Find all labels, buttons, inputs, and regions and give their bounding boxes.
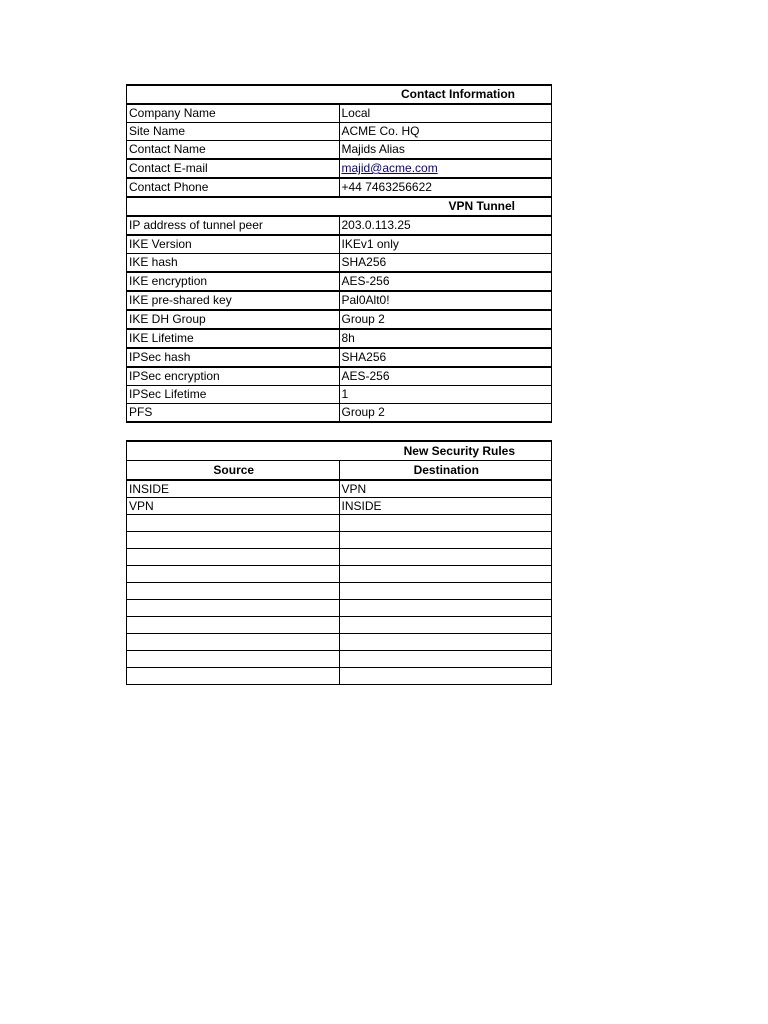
cell-value[interactable]: +44 7463256622 (339, 178, 552, 197)
cell-label[interactable]: IKE DH Group (127, 310, 340, 329)
table-row (127, 141, 552, 160)
spacer (126, 423, 552, 440)
rules-title: New Security Rules (127, 441, 552, 461)
table-row (127, 583, 552, 600)
source-cell[interactable] (127, 566, 340, 583)
cell-value[interactable]: SHA256 (339, 348, 552, 367)
table-row (127, 617, 552, 634)
contact-section-header (127, 85, 552, 104)
destination-cell[interactable] (339, 651, 552, 668)
source-cell[interactable] (127, 651, 340, 668)
table-row (127, 515, 552, 532)
destination-cell[interactable]: VPN (339, 480, 552, 498)
table-row (127, 329, 552, 348)
cell-label[interactable]: IKE pre-shared key (127, 291, 340, 310)
cell-label[interactable]: IPSec hash (127, 348, 340, 367)
rules-body (127, 480, 552, 685)
table-row (127, 216, 552, 235)
source-cell[interactable] (127, 600, 340, 617)
cell-label[interactable]: Contact Name (127, 141, 340, 160)
spreadsheet (126, 84, 552, 685)
table-row (127, 668, 552, 685)
cell-value[interactable]: Majids Alias (339, 141, 552, 160)
cell-label[interactable]: Site Name (127, 123, 340, 141)
source-cell[interactable]: VPN (127, 498, 340, 515)
table-row (127, 386, 552, 404)
cell-value[interactable]: SHA256 (339, 254, 552, 273)
cell-label[interactable]: IPSec encryption (127, 367, 340, 386)
destination-cell[interactable] (339, 634, 552, 651)
table-row (127, 348, 552, 367)
cell-label[interactable]: Company Name (127, 104, 340, 123)
source-cell[interactable] (127, 549, 340, 566)
destination-column-header[interactable]: Destination (339, 461, 552, 481)
table-row (127, 651, 552, 668)
source-cell[interactable] (127, 668, 340, 685)
destination-cell[interactable] (339, 549, 552, 566)
rules-section-header (127, 441, 552, 461)
cell-label[interactable]: IPSec Lifetime (127, 386, 340, 404)
contact-title: Contact Information (127, 85, 552, 104)
cell-label[interactable]: Contact Phone (127, 178, 340, 197)
vpn-title: VPN Tunnel (127, 197, 552, 216)
source-cell[interactable] (127, 532, 340, 549)
table-row (127, 104, 552, 123)
table-row (127, 480, 552, 498)
table-row (127, 532, 552, 549)
table-row (127, 498, 552, 515)
destination-cell[interactable] (339, 515, 552, 532)
cell-value[interactable] (339, 159, 552, 178)
destination-cell[interactable] (339, 600, 552, 617)
cell-value[interactable]: 203.0.113.25 (339, 216, 552, 235)
source-cell[interactable] (127, 515, 340, 532)
cell-label[interactable]: IKE Lifetime (127, 329, 340, 348)
table-row (127, 367, 552, 386)
table-row (127, 549, 552, 566)
cell-label[interactable]: IKE hash (127, 254, 340, 273)
cell-label[interactable]: IKE encryption (127, 272, 340, 291)
cell-label[interactable]: IP address of tunnel peer (127, 216, 340, 235)
cell-label[interactable]: Contact E-mail (127, 159, 340, 178)
destination-cell[interactable] (339, 668, 552, 685)
vpn-section-header (127, 197, 552, 216)
table-row (127, 235, 552, 254)
cell-value[interactable]: 1 (339, 386, 552, 404)
cell-value[interactable]: AES-256 (339, 367, 552, 386)
table-row (127, 404, 552, 423)
email-link[interactable]: majid@acme.com (341, 161, 438, 175)
table-row (127, 310, 552, 329)
source-cell[interactable] (127, 583, 340, 600)
rules-column-headers (127, 461, 552, 481)
cell-value[interactable]: IKEv1 only (339, 235, 552, 254)
cell-value[interactable]: Local (339, 104, 552, 123)
source-cell[interactable] (127, 617, 340, 634)
source-cell[interactable] (127, 634, 340, 651)
table-row (127, 600, 552, 617)
table-row (127, 178, 552, 197)
cell-label[interactable]: PFS (127, 404, 340, 423)
source-cell[interactable]: INSIDE (127, 480, 340, 498)
destination-cell[interactable] (339, 583, 552, 600)
security-rules-table (126, 440, 552, 685)
destination-cell[interactable] (339, 617, 552, 634)
table-row (127, 123, 552, 141)
destination-cell[interactable]: INSIDE (339, 498, 552, 515)
cell-value[interactable]: AES-256 (339, 272, 552, 291)
table-row (127, 159, 552, 178)
destination-cell[interactable] (339, 532, 552, 549)
table-row (127, 634, 552, 651)
cell-value[interactable]: Group 2 (339, 404, 552, 423)
cell-label[interactable]: IKE Version (127, 235, 340, 254)
cell-value[interactable]: ACME Co. HQ (339, 123, 552, 141)
destination-cell[interactable] (339, 566, 552, 583)
cell-value[interactable]: Group 2 (339, 310, 552, 329)
source-column-header[interactable]: Source (127, 461, 340, 481)
contact-vpn-table (126, 84, 552, 423)
cell-value[interactable]: 8h (339, 329, 552, 348)
table-row (127, 272, 552, 291)
table-row (127, 254, 552, 273)
table-row (127, 566, 552, 583)
cell-value[interactable]: Pal0Alt0! (339, 291, 552, 310)
table-row (127, 291, 552, 310)
